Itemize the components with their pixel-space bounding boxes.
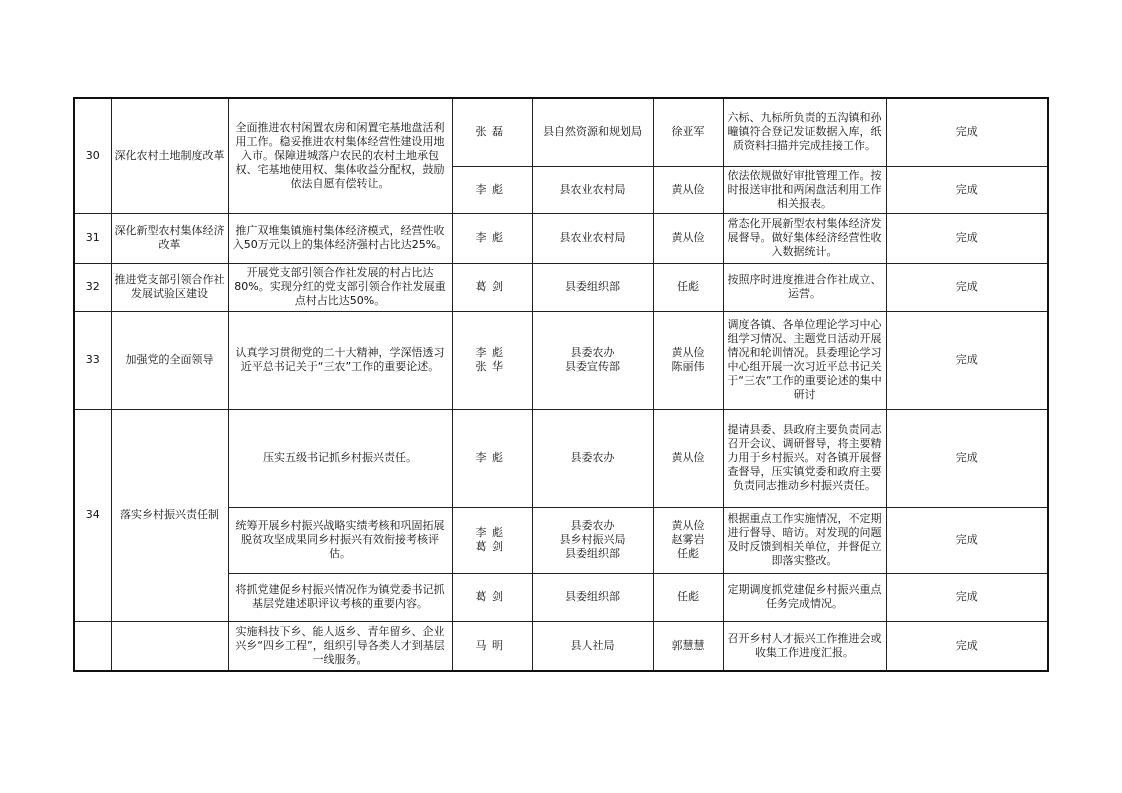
contact-person: 郭慧慧 — [653, 621, 723, 671]
responsible-unit: 县农业农村局 — [532, 166, 653, 213]
responsible-unit: 县委农办 县乡村振兴局 县委组织部 — [532, 507, 653, 573]
progress-measure: 六标、九标所负责的五沟镇和孙疃镇符合登记发证数据入库，纸质资料扫描并完成挂接工作。 — [723, 98, 886, 166]
leader-name: 葛剑 — [452, 573, 532, 621]
responsible-unit: 县委组织部 — [532, 573, 653, 621]
status: 完成 — [886, 263, 1048, 311]
task-content: 将抓党建促乡村振兴情况作为镇党委书记抓基层党建述职评议考核的重要内容。 — [228, 573, 452, 621]
table-row — [74, 98, 1048, 166]
contact-person: 任彪 — [653, 263, 723, 311]
progress-measure: 按照序时进度推进合作社成立、运营。 — [723, 263, 886, 311]
contact-person: 黄从俭 — [653, 166, 723, 213]
item-name: 推进党支部引领合作社发展试验区建设 — [111, 263, 228, 311]
table-row — [74, 213, 1048, 263]
status: 完成 — [886, 573, 1048, 621]
task-content: 推广双堆集镇施村集体经济模式，经营性收入50万元以上的集体经济强村占比达25%。 — [228, 213, 452, 263]
item-name: 加强党的全面领导 — [111, 311, 228, 409]
status: 完成 — [886, 409, 1048, 507]
responsible-unit: 县农业农村局 — [532, 213, 653, 263]
leader-name: 李彪 — [452, 166, 532, 213]
progress-measure: 调度各镇、各单位理论学习中心组学习情况、主题党日活动开展情况和轮训情况。县委理论学习中心组开展一次习近平总书记关于“三农”工作的重要论述的集中研讨 — [723, 311, 886, 409]
item-name: 落实乡村振兴责任制 — [111, 409, 228, 621]
responsible-unit: 县委农办 县委宣传部 — [532, 311, 653, 409]
row-number: 32 — [74, 263, 111, 311]
contact-person: 徐亚军 — [653, 98, 723, 166]
item-name: 深化新型农村集体经济改革 — [111, 213, 228, 263]
status: 完成 — [886, 507, 1048, 573]
table-row — [74, 621, 1048, 671]
task-content: 全面推进农村闲置农房和闲置宅基地盘活利用工作。稳妥推进农村集体经营性建设用地入市。保障进城落户农民的农村土地承包权、宅基地使用权、集体收益分配权，鼓励依法自愿有偿转让。 — [228, 98, 452, 213]
leader-name: 李彪 葛剑 — [452, 507, 532, 573]
status: 完成 — [886, 621, 1048, 671]
row-number: 30 — [74, 98, 111, 213]
contact-person: 黄从俭 — [653, 409, 723, 507]
status: 完成 — [886, 166, 1048, 213]
responsible-unit: 县委农办 — [532, 409, 653, 507]
progress-measure: 依法依规做好审批管理工作。按时报送审批和两闲盘活利用工作相关报表。 — [723, 166, 886, 213]
item-name: 深化农村土地制度改革 — [111, 98, 228, 213]
task-content: 统筹开展乡村振兴战略实绩考核和巩固拓展脱贫攻坚成果同乡村振兴有效衔接考核评估。 — [228, 507, 452, 573]
table-row — [74, 311, 1048, 409]
responsible-unit: 县委组织部 — [532, 263, 653, 311]
contact-person: 黄从俭 赵雾岩 任彪 — [653, 507, 723, 573]
row-number: 33 — [74, 311, 111, 409]
progress-measure: 定期调度抓党建促乡村振兴重点任务完成情况。 — [723, 573, 886, 621]
leader-name: 马明 — [452, 621, 532, 671]
leader-name: 李彪 — [452, 409, 532, 507]
task-content: 压实五级书记抓乡村振兴责任。 — [228, 409, 452, 507]
task-content: 开展党支部引领合作社发展的村占比达80%。实现分红的党支部引领合作社发展重点村占比达50%。 — [228, 263, 452, 311]
contact-person: 任彪 — [653, 573, 723, 621]
status: 完成 — [886, 213, 1048, 263]
contact-person: 黄从俭 陈丽伟 — [653, 311, 723, 409]
leader-name: 李彪 — [452, 213, 532, 263]
responsible-unit: 县人社局 — [532, 621, 653, 671]
item-name — [111, 621, 228, 671]
table-row — [74, 263, 1048, 311]
table-row — [74, 409, 1048, 507]
row-number: 34 — [74, 409, 111, 621]
leader-name: 李彪 张华 — [452, 311, 532, 409]
row-number — [74, 621, 111, 671]
leader-name: 葛剑 — [452, 263, 532, 311]
progress-measure: 常态化开展新型农村集体经济发展督导。做好集体经济经营性收入数据统计。 — [723, 213, 886, 263]
contact-person: 黄从俭 — [653, 213, 723, 263]
progress-measure: 根据重点工作实施情况，不定期进行督导、暗访。对发现的问题及时反馈到相关单位，并督促立即落实整改。 — [723, 507, 886, 573]
status: 完成 — [886, 98, 1048, 166]
task-content: 认真学习贯彻党的二十大精神，学深悟透习近平总书记关于“三农”工作的重要论述。 — [228, 311, 452, 409]
responsible-unit: 县自然资源和规划局 — [532, 98, 653, 166]
status: 完成 — [886, 311, 1048, 409]
task-content: 实施科技下乡、能人返乡、青年留乡、企业兴乡“四乡工程”，组织引导各类人才到基层一线服务。 — [228, 621, 452, 671]
leader-name: 张磊 — [452, 98, 532, 166]
row-number: 31 — [74, 213, 111, 263]
progress-measure: 召开乡村人才振兴工作推进会或收集工作进度汇报。 — [723, 621, 886, 671]
progress-measure: 提请县委、县政府主要负责同志召开会议、调研督导，将主要精力用于乡村振兴。对各镇开展督查督导，压实镇党委和政府主要负责同志推动乡村振兴责任。 — [723, 409, 886, 507]
task-table — [73, 97, 1049, 672]
